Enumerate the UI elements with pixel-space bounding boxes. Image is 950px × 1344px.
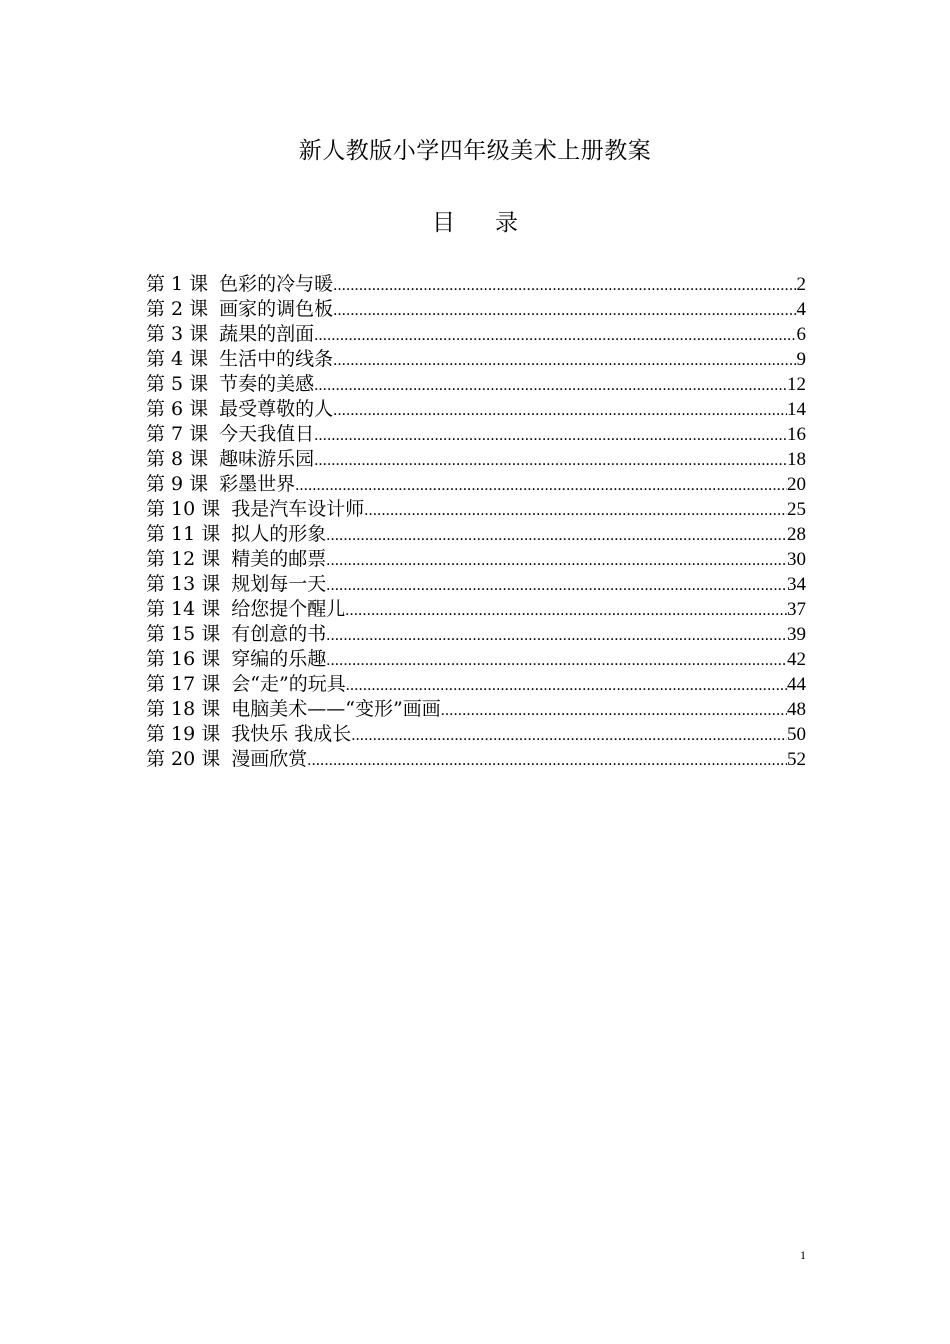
toc-dot-leader (333, 273, 796, 297)
toc-entry-3[interactable] (146, 322, 806, 347)
toc-entry-13[interactable] (146, 572, 806, 597)
toc-dot-leader (307, 748, 787, 772)
toc-lesson-number: 第 17 课 (146, 673, 221, 695)
toc-lesson-name: 色彩的冷与暖 (219, 273, 334, 295)
toc-lesson-number: 第 3 课 (146, 323, 209, 345)
toc-entry-10[interactable] (146, 497, 806, 522)
toc-entry-5[interactable] (146, 372, 806, 397)
toc-entry-2[interactable] (146, 297, 806, 322)
toc-lesson-name: 漫画欣赏 (231, 748, 308, 770)
toc-lesson-number: 第 16 课 (146, 648, 221, 670)
toc-heading (0, 208, 950, 238)
toc-dot-leader (314, 448, 787, 472)
toc-entry-18[interactable] (146, 697, 806, 722)
toc-dot-leader (346, 673, 787, 697)
toc-page-number: 50 (787, 724, 806, 745)
toc-lesson-number: 第 15 课 (146, 623, 221, 645)
toc-page-number: 16 (787, 424, 806, 445)
toc-lesson-number: 第 6 课 (146, 398, 209, 420)
toc-entry-8[interactable] (146, 447, 806, 472)
toc-lesson-name: 我是汽车设计师 (231, 498, 365, 520)
toc-lesson-number: 第 11 课 (146, 523, 221, 545)
toc-dot-leader (364, 498, 787, 522)
toc-lesson-number: 第 8 课 (146, 448, 209, 470)
toc-dot-leader (326, 548, 787, 572)
toc-page-number: 2 (796, 274, 806, 295)
toc-dot-leader (333, 298, 796, 322)
toc-entry-7[interactable] (146, 422, 806, 447)
toc-entry-20[interactable] (146, 747, 806, 772)
toc-list (146, 272, 806, 772)
toc-page-number: 20 (787, 474, 806, 495)
toc-page-number: 39 (787, 624, 806, 645)
toc-lesson-name: 画家的调色板 (219, 298, 334, 320)
toc-entry-14[interactable] (146, 597, 806, 622)
toc-lesson-name: 给您提个醒儿 (231, 598, 346, 620)
toc-lesson-number: 第 18 课 (146, 698, 221, 720)
toc-lesson-name: 电脑美术——“变形”画画 (231, 698, 441, 720)
toc-lesson-name: 精美的邮票 (231, 548, 327, 570)
toc-dot-leader (333, 348, 796, 372)
toc-lesson-name: 我快乐 我成长 (231, 723, 352, 745)
toc-lesson-number: 第 7 课 (146, 423, 209, 445)
toc-page-number: 18 (787, 449, 806, 470)
toc-lesson-name: 节奏的美感 (219, 373, 315, 395)
toc-page-number: 30 (787, 549, 806, 570)
toc-entry-4[interactable] (146, 347, 806, 372)
toc-dot-leader (326, 523, 787, 547)
toc-entry-11[interactable] (146, 522, 806, 547)
document-title: 新人教版小学四年级美术上册教案 (298, 138, 652, 164)
toc-dot-leader (326, 623, 787, 647)
toc-page-number: 12 (787, 374, 806, 395)
toc-lesson-name: 规划每一天 (231, 573, 327, 595)
toc-lesson-name: 穿编的乐趣 (231, 648, 327, 670)
toc-lesson-name: 生活中的线条 (219, 348, 334, 370)
toc-dot-leader (333, 398, 787, 422)
toc-lesson-number: 第 2 课 (146, 298, 209, 320)
page-number: 1 (800, 1248, 806, 1262)
toc-lesson-name: 彩墨世界 (219, 473, 296, 495)
toc-page-number: 6 (796, 324, 806, 345)
toc-dot-leader (326, 573, 787, 597)
toc-page-number: 14 (787, 399, 806, 420)
toc-page-number: 37 (787, 599, 806, 620)
toc-lesson-number: 第 9 课 (146, 473, 209, 495)
toc-lesson-name: 拟人的形象 (231, 523, 327, 545)
toc-lesson-number: 第 5 课 (146, 373, 209, 395)
toc-lesson-name: 会“走”的玩具 (231, 673, 346, 695)
toc-lesson-number: 第 14 课 (146, 598, 221, 620)
toc-page-number: 9 (796, 349, 806, 370)
toc-page-number: 4 (796, 299, 806, 320)
toc-lesson-name: 最受尊敬的人 (219, 398, 334, 420)
toc-page-number: 52 (787, 749, 806, 770)
toc-lesson-number: 第 10 课 (146, 498, 221, 520)
toc-dot-leader (326, 648, 787, 672)
toc-entry-9[interactable] (146, 472, 806, 497)
toc-entry-17[interactable] (146, 672, 806, 697)
toc-lesson-number: 第 12 课 (146, 548, 221, 570)
toc-heading-char-1: 目 (432, 210, 455, 236)
toc-entry-15[interactable] (146, 622, 806, 647)
toc-entry-16[interactable] (146, 647, 806, 672)
toc-entry-19[interactable] (146, 722, 806, 747)
toc-lesson-number: 第 19 课 (146, 723, 221, 745)
toc-dot-leader (295, 473, 787, 497)
toc-page-number: 25 (787, 499, 806, 520)
toc-dot-leader (314, 373, 787, 397)
toc-entry-1[interactable] (146, 272, 806, 297)
toc-heading-char-2: 录 (495, 210, 518, 236)
toc-lesson-name: 蔬果的剖面 (219, 323, 315, 345)
toc-entry-12[interactable] (146, 547, 806, 572)
toc-lesson-number: 第 1 课 (146, 273, 209, 295)
toc-dot-leader (441, 698, 787, 722)
toc-lesson-name: 有创意的书 (231, 623, 327, 645)
toc-dot-leader (351, 723, 787, 747)
toc-dot-leader (314, 323, 796, 347)
toc-entry-6[interactable] (146, 397, 806, 422)
toc-lesson-number: 第 4 课 (146, 348, 209, 370)
toc-dot-leader (314, 423, 787, 447)
toc-page-number: 34 (787, 574, 806, 595)
toc-page-number: 44 (787, 674, 806, 695)
toc-dot-leader (345, 598, 787, 622)
toc-lesson-number: 第 13 课 (146, 573, 221, 595)
toc-page-number: 28 (787, 524, 806, 545)
toc-page-number: 42 (787, 649, 806, 670)
toc-page-number: 48 (787, 699, 806, 720)
toc-lesson-name: 趣味游乐园 (219, 448, 315, 470)
toc-lesson-name: 今天我值日 (219, 423, 315, 445)
toc-lesson-number: 第 20 课 (146, 748, 221, 770)
